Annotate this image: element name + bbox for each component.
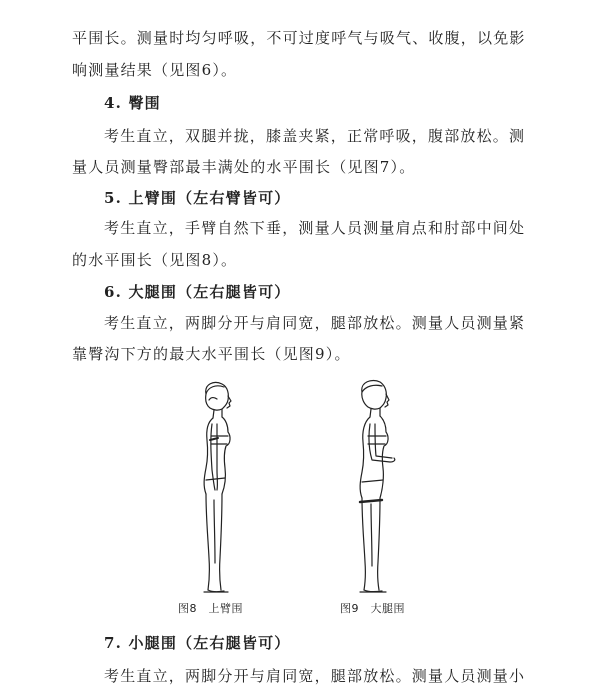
section-4-heading: 4. 臀围 [104,94,161,112]
figure-9-illustration [340,378,430,598]
figure-9-caption: 图9 大腿围 [340,602,405,615]
section-5-heading: 5. 上臂围（左右臂皆可） [104,189,291,207]
section-4-body-line-1: 考生直立，双腿并拢，膝盖夹紧，正常呼吸，腹部放松。测 [104,127,526,145]
figure-8-illustration [184,378,264,598]
paragraph-continuation-line-2: 响测量结果（见图6）。 [72,61,238,79]
section-7-heading: 7. 小腿围（左右腿皆可） [104,634,291,652]
paragraph-continuation-line-1: 平围长。测量时均匀呼吸，不可过度呼气与吸气、收腹，以免影 [72,29,526,47]
figure-8-caption: 图8 上臂围 [178,602,243,615]
section-5-body-line-2: 的水平围长（见图8）。 [72,251,238,269]
section-6-body-line-2: 靠臀沟下方的最大水平围长（见图9）。 [72,345,351,363]
section-4-body-line-2: 量人员测量臀部最丰满处的水平围长（见图7）。 [72,158,416,176]
section-6-body-line-1: 考生直立，两脚分开与肩同宽，腿部放松。测量人员测量紧 [104,314,526,332]
section-6-heading: 6. 大腿围（左右腿皆可） [104,283,291,301]
section-7-body-line-1: 考生直立，两脚分开与肩同宽，腿部放松。测量人员测量小 [104,667,526,685]
section-5-body-line-1: 考生直立，手臂自然下垂，测量人员测量肩点和肘部中间处 [104,219,526,237]
